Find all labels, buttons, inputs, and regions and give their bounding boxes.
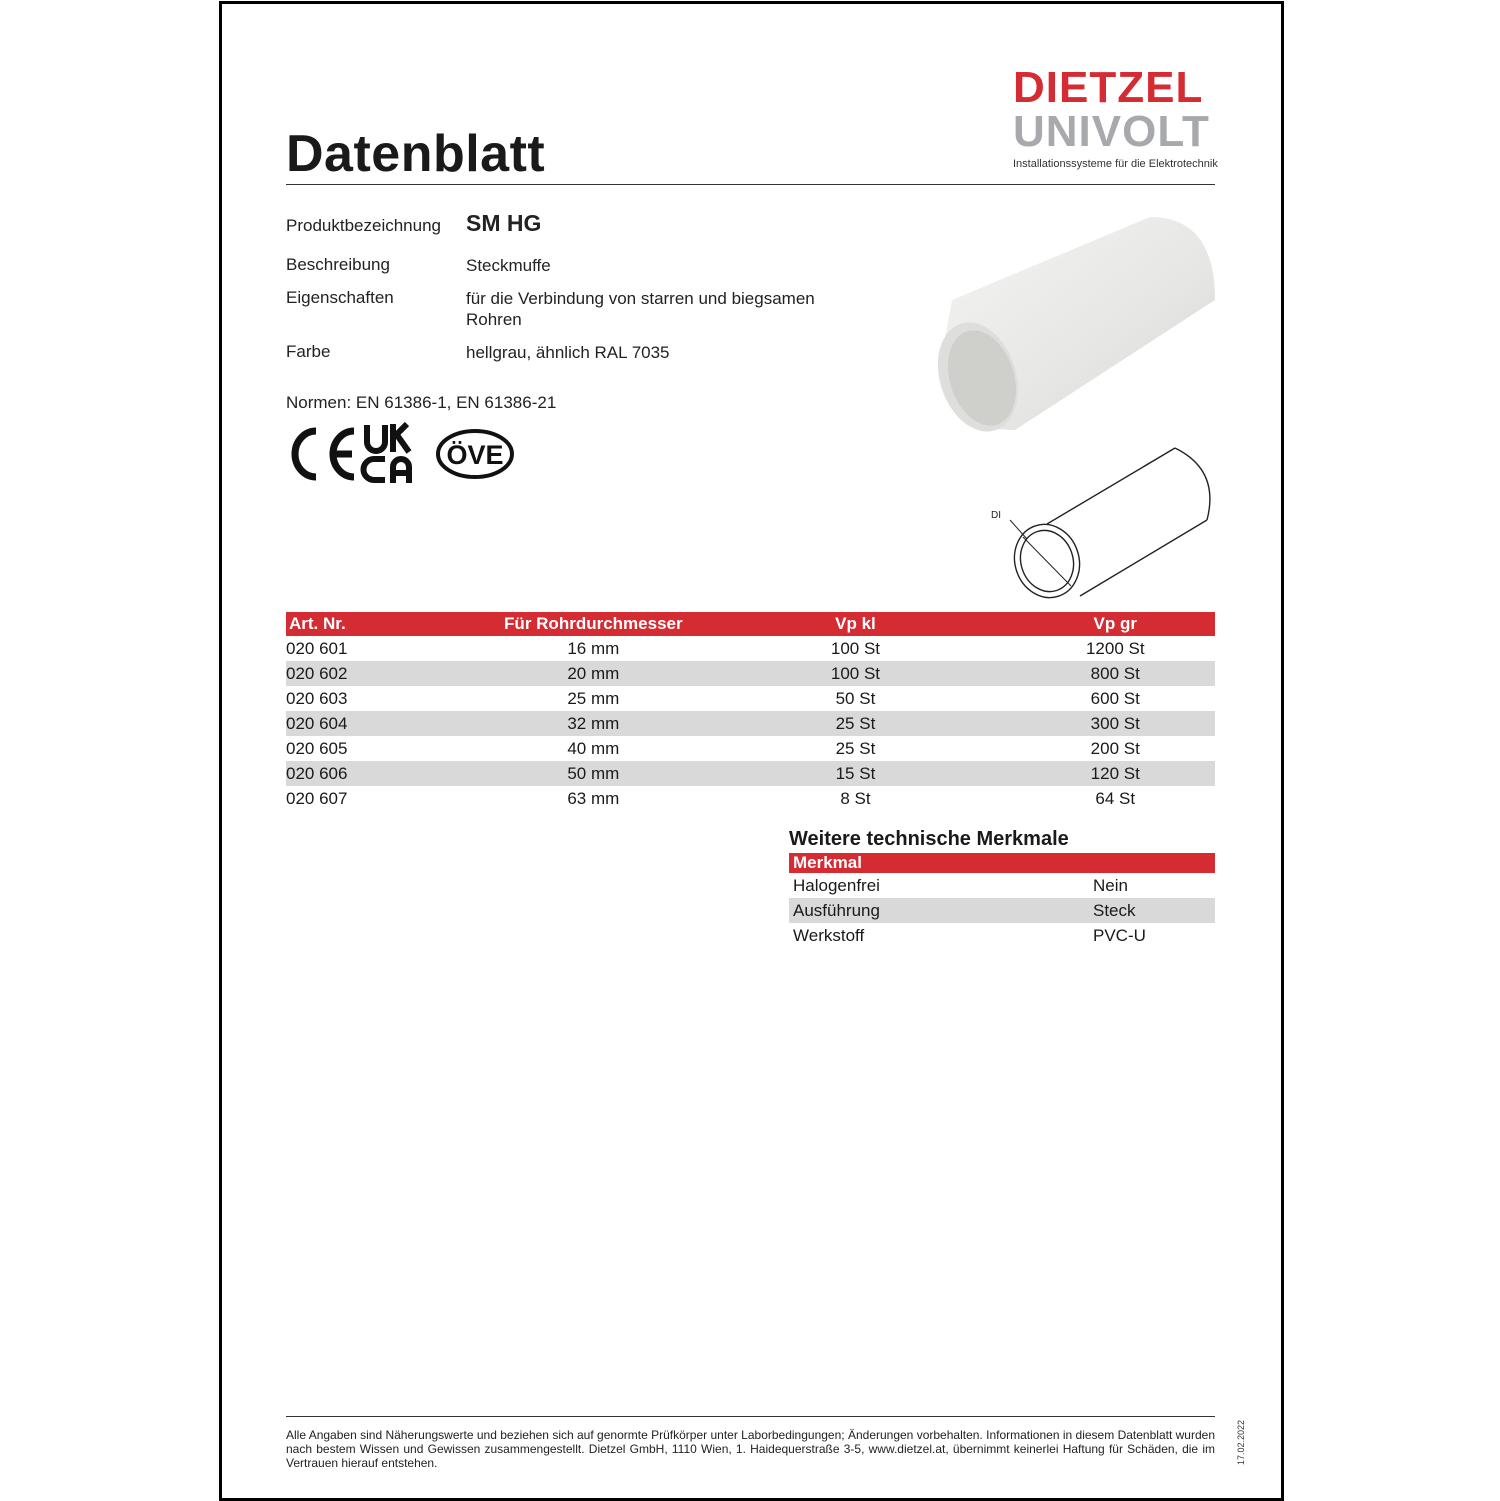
table-row: [286, 761, 1215, 786]
article-table-header: [286, 612, 1215, 636]
properties-value: für die Verbindung von starren und biegsamen Rohren: [466, 289, 815, 329]
diameter-cell: 25 mm: [567, 688, 620, 708]
description-value: Steckmuffe: [466, 256, 551, 275]
diameter-cell: 16 mm: [567, 638, 620, 658]
features-header: Merkmal: [789, 853, 1215, 873]
ce-mark-icon: [295, 431, 354, 477]
art-nr-cell: 020 605: [286, 738, 348, 758]
diameter-cell: 50 mm: [491, 761, 695, 786]
document-date: 17.02.2022: [1236, 1419, 1246, 1465]
norms-label: Normen:: [286, 393, 352, 412]
table-row: [286, 786, 1215, 811]
features-title: Weitere technische Merkmale: [789, 828, 1069, 850]
feature-name: Werkstoff: [793, 925, 865, 945]
ove-mark-label: ÖVE: [446, 440, 504, 470]
col-header-diameter: Für Rohrdurchmesser: [491, 612, 695, 636]
table-row: [286, 711, 1215, 736]
certification-marks: [286, 422, 518, 486]
footer-divider: [286, 1416, 1215, 1417]
col-header-vp-gr: Vp gr: [1016, 612, 1215, 636]
table-row: [286, 736, 1215, 761]
norms-line: [286, 393, 556, 413]
vp-gr-cell: 300 St: [1016, 711, 1215, 736]
art-nr-cell: 020 607: [286, 788, 348, 808]
vp-gr-cell: 1200 St: [1085, 638, 1145, 658]
company-logo: [1013, 63, 1218, 170]
logo-line2: UNIVOLT: [1013, 107, 1210, 156]
col-header-art-nr: Art. Nr.: [286, 612, 491, 636]
table-row: [286, 686, 1215, 711]
diameter-cell: 20 mm: [491, 661, 695, 686]
product-name-label: Produktbezeichnung: [286, 216, 442, 235]
logo-subtitle: Installationssysteme für die Elektrotechnik: [1013, 158, 1218, 170]
article-table: [286, 612, 1215, 811]
ove-mark-icon: [438, 431, 512, 477]
footer-disclaimer: Alle Angaben sind Näherungswerte und beziehen sich auf genormte Prüfkörper unter Laborbedingungen; Änderungen vorbehalten. Informationen in diesem Datenblatt wurden nach bestem Wissen und Gewissen zusammengestellt. Dietzel GmbH, 1110 Wien, 1. Haidequerstraße 3-5, www.dietzel.at, übernimmt keinerlei Haftung für Schäden, die im Vertrauen hierauf entstehen.: [286, 1428, 1215, 1470]
feature-value: Steck: [1089, 898, 1215, 923]
col-header-vp-kl: Vp kl: [695, 612, 1015, 636]
color-value: hellgrau, ähnlich RAL 7035: [466, 343, 670, 362]
art-nr-cell: 020 606: [286, 761, 491, 786]
art-nr-cell: 020 601: [286, 638, 348, 658]
vp-kl-cell: 8 St: [840, 788, 871, 808]
table-row: [789, 898, 1215, 923]
art-nr-cell: 020 604: [286, 711, 491, 736]
feature-value: Nein: [1093, 875, 1128, 895]
vp-kl-cell: 25 St: [695, 711, 1015, 736]
vp-gr-cell: 800 St: [1016, 661, 1215, 686]
features-table: [789, 853, 1215, 948]
title-divider: [286, 184, 1215, 185]
feature-value: PVC-U: [1093, 925, 1146, 945]
page-title: Datenblatt: [286, 125, 546, 183]
vp-kl-cell: 25 St: [835, 738, 876, 758]
table-row: [789, 873, 1215, 898]
vp-kl-cell: 15 St: [695, 761, 1015, 786]
vp-gr-cell: 64 St: [1095, 788, 1136, 808]
feature-name: Ausführung: [789, 898, 1089, 923]
table-row: [789, 923, 1215, 948]
properties-label: Eigenschaften: [286, 288, 394, 307]
product-image: [930, 205, 1230, 435]
vp-kl-cell: 100 St: [830, 638, 881, 658]
vp-kl-cell: 100 St: [695, 661, 1015, 686]
art-nr-cell: 020 602: [286, 661, 491, 686]
vp-kl-cell: 50 St: [835, 688, 876, 708]
norms-value: EN 61386-1, EN 61386-21: [355, 393, 557, 412]
feature-name: Halogenfrei: [793, 875, 880, 895]
product-name: SM HG: [466, 210, 542, 236]
art-nr-cell: 020 603: [286, 688, 348, 708]
color-label: Farbe: [286, 342, 331, 361]
description-label: Beschreibung: [286, 255, 390, 274]
vp-gr-cell: 200 St: [1090, 738, 1140, 758]
ukca-mark-icon: [364, 424, 409, 483]
logo-line1: DIETZEL: [1013, 63, 1204, 112]
vp-gr-cell: 600 St: [1090, 688, 1140, 708]
drawing-dim-label: DI: [991, 510, 1001, 521]
table-row: [286, 661, 1215, 686]
technical-drawing: [985, 440, 1225, 605]
vp-gr-cell: 120 St: [1016, 761, 1215, 786]
table-row: [286, 636, 1215, 661]
diameter-cell: 32 mm: [491, 711, 695, 736]
diameter-cell: 63 mm: [567, 788, 620, 808]
diameter-cell: 40 mm: [567, 738, 620, 758]
